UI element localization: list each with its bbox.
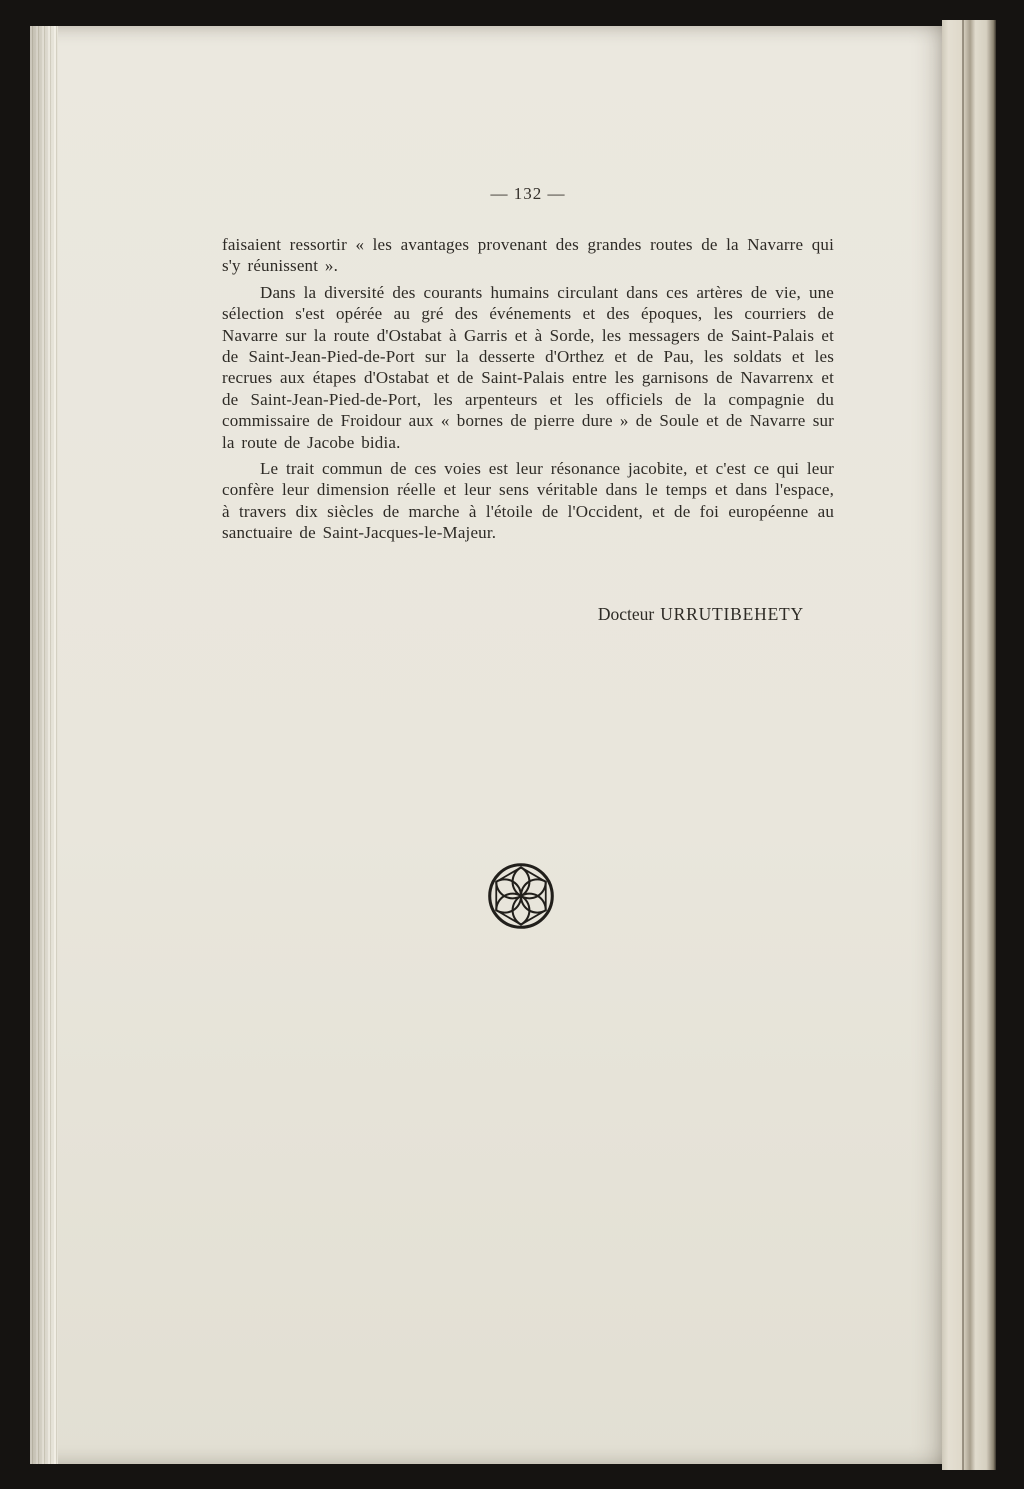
signature-name: URRUTIBEHETY (660, 603, 804, 624)
page-text-block (222, 184, 834, 625)
book-page (30, 26, 942, 1464)
next-pages-fore-edge (942, 20, 996, 1470)
page-edge-crease (962, 20, 964, 1470)
paragraph-continuation: faisaient ressortir « les avantages provenant des grandes routes de la Navarre qui s'y réunissent ». (222, 235, 834, 276)
author-signature (222, 604, 834, 625)
signature-title: Docteur (597, 603, 655, 624)
paragraph-trait-commun: Le trait commun de ces voies est leur résonance jacobite, et c'est ce qui leur confère leur dimension réelle et leur sens véritable dans le temps et dans l'espace, à travers dix siècles de marche à l'étoile de l'Occident, et de foi européenne au sanctuaire de Saint-Jacques-le-Majeur. (222, 459, 834, 543)
rosette-hexafoil-icon (487, 862, 555, 930)
page-stack-left-edge (30, 26, 58, 1464)
paragraph-diversite: Dans la diversité des courants humains circulant dans ces artères de vie, une sélection s'est opérée au gré des événements et des époques, les courriers de Navarre sur la route d'Ostabat à Garris et à Sorde, les messagers de Saint-Palais et de Saint-Jean-Pied-de-Port sur la desserte d'Orthez et de Pau, les soldats et les recrues aux étapes d'Ostabat et de Saint-Palais entre les garnisons de Navarrenx et de Saint-Jean-Pied-de-Port, les arpenteurs et les officiels de la compagnie du commissaire de Froidour aux « bornes de pierre dure » de Soule et de Navarre sur la route de Jacobe bidia. (222, 282, 834, 452)
page-number: — 132 — (490, 184, 566, 203)
